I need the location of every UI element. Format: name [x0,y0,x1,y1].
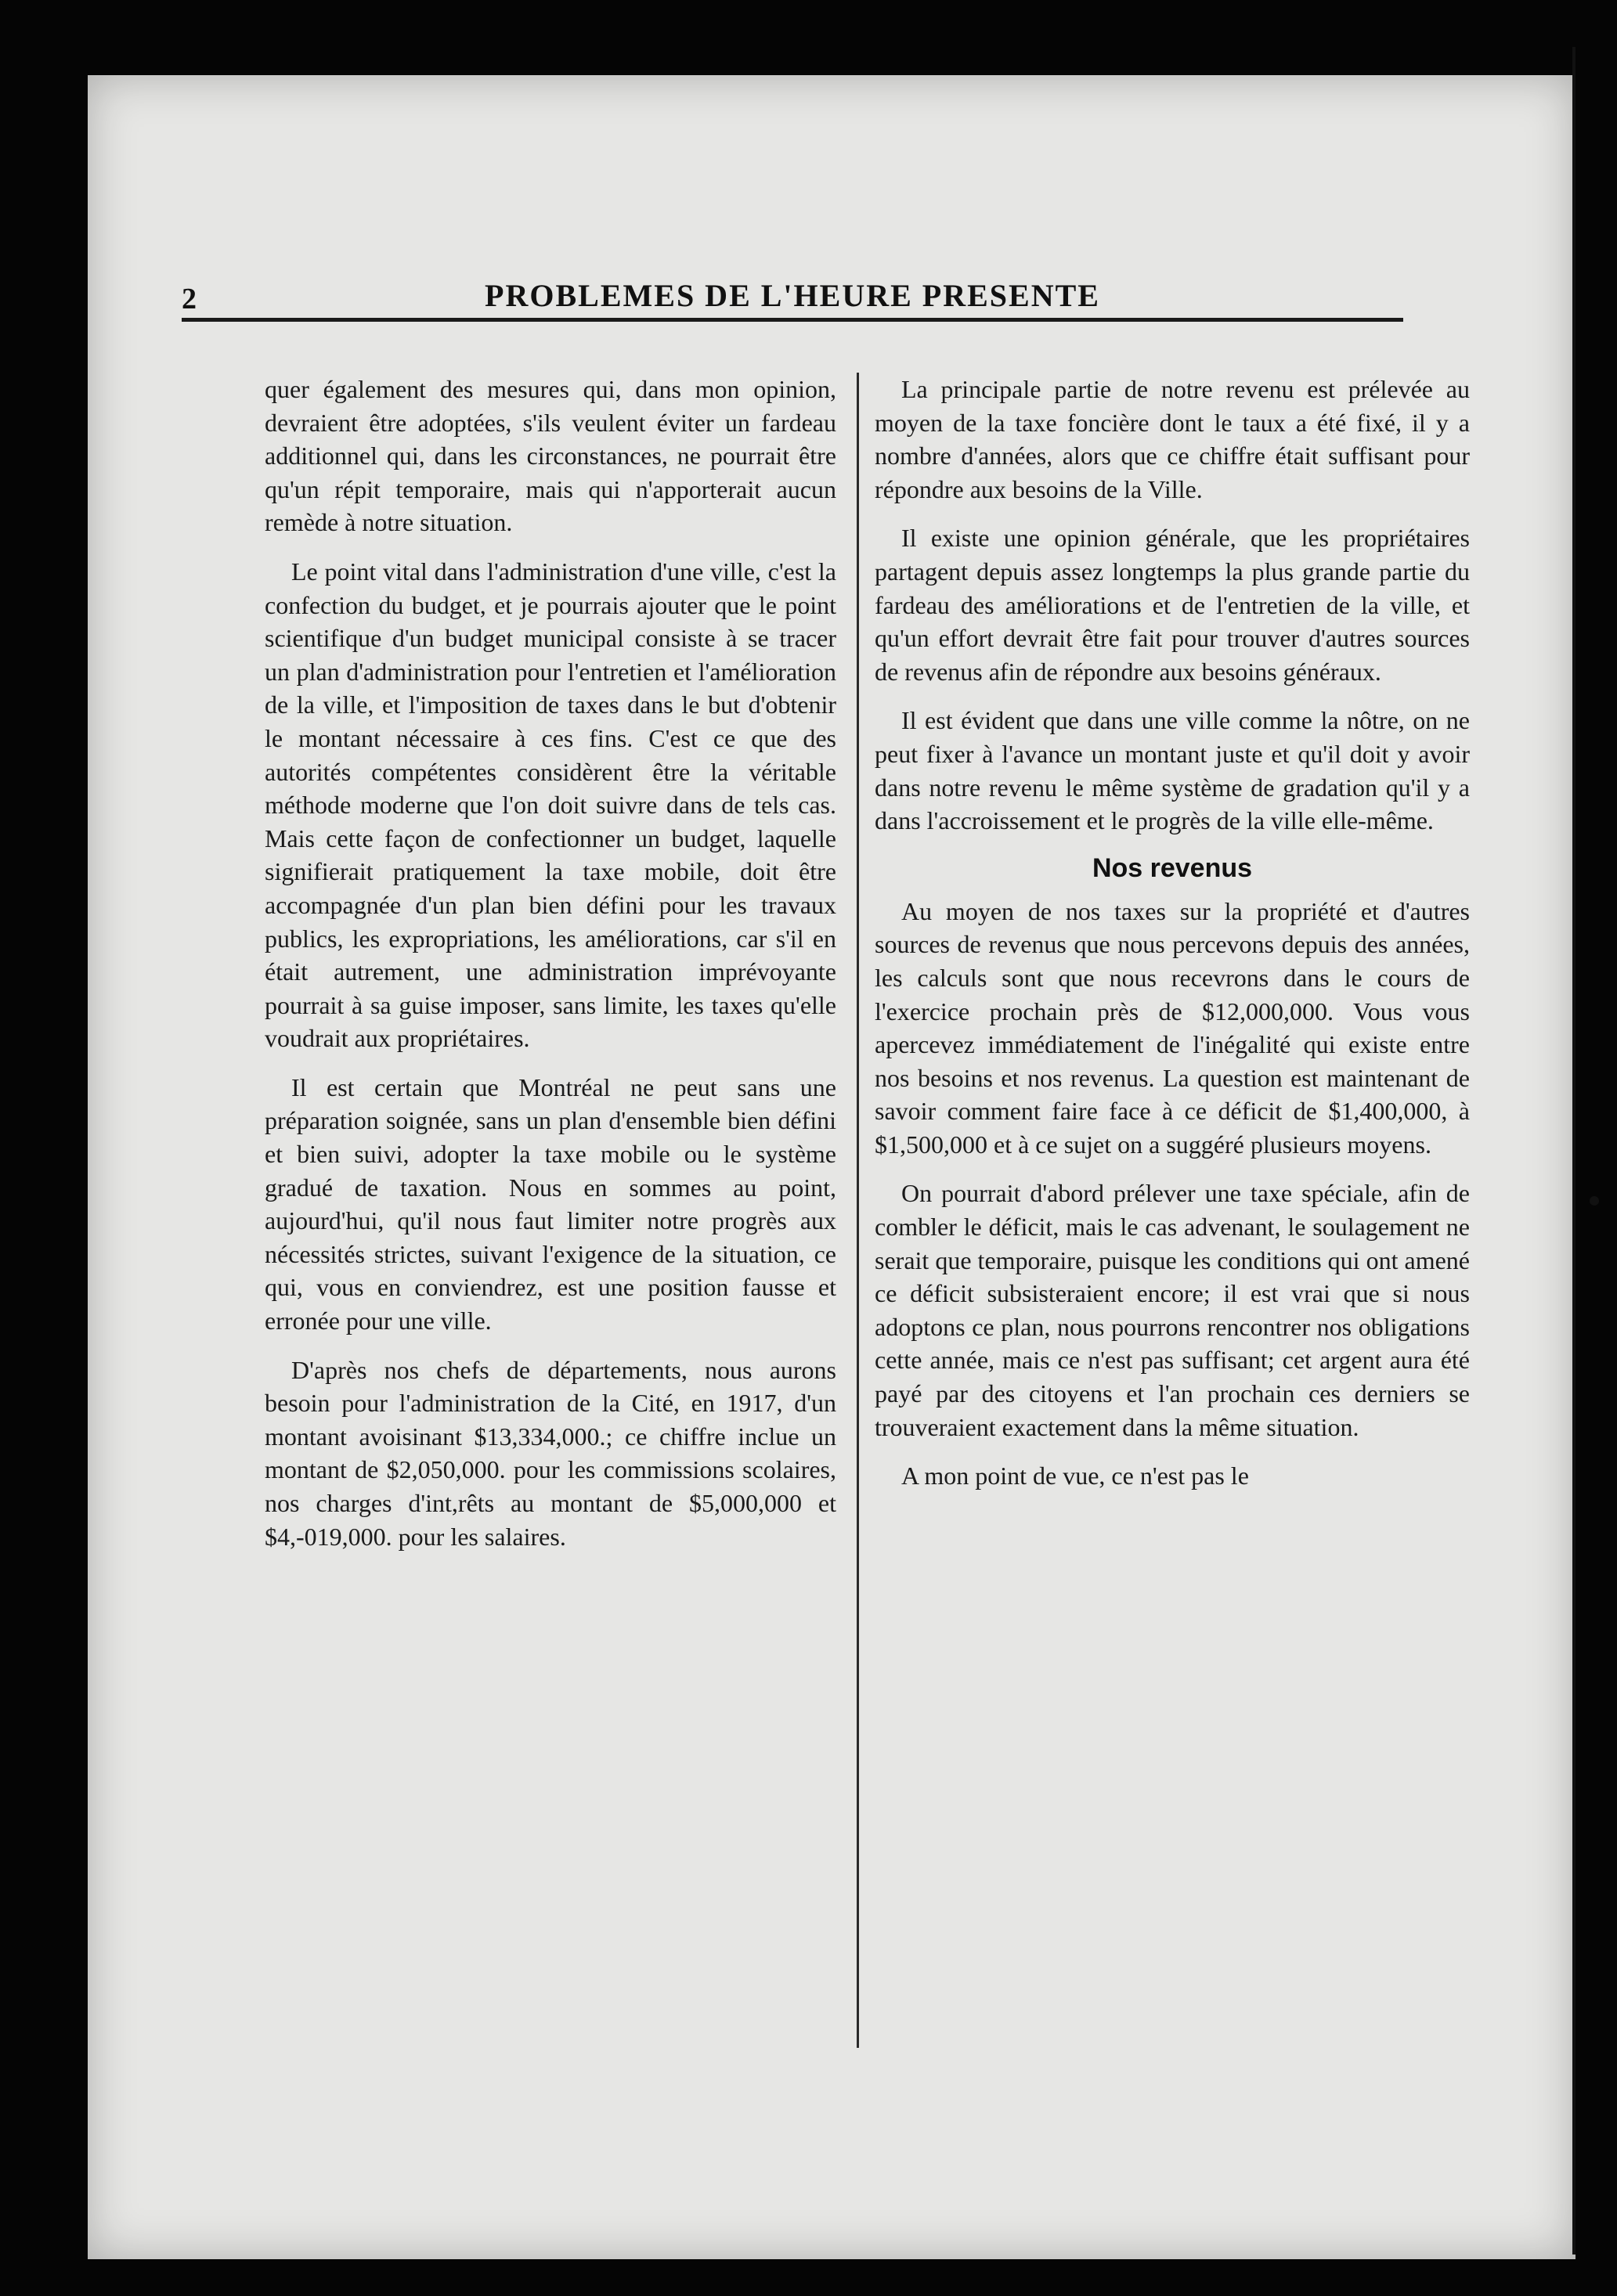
right-column [875,373,1470,1508]
running-header [182,274,1403,322]
paragraph: La principale partie de notre revenu est prélevée au moyen de la taxe foncière dont le taux a été fixé, il y a nombre d'années, alors que ce chiffre était suffisant pour répondre aux besoins de la Ville. [875,375,1470,503]
binding-edge [1572,47,1597,2255]
page-speck [1590,1196,1599,1206]
column-divider [857,373,859,2048]
page-number: 2 [182,283,197,315]
paragraph: quer également des mesures qui, dans mon opinion, devraient être adoptées, s'ils veulent éviter un fardeau additionnel qui, dans les circonstances, ne pourrait être qu'un répit temporaire, mais qui n'apporterait aucun remède à notre situation. [265,375,836,537]
paragraph: Il est certain que Montréal ne peut sans une préparation soignée, sans un plan d'ensemble bien défini et bien suivi, adopter la taxe mobile ou le système gradué de taxation. Nous en sommes au point, aujourd'hui, qu'il nous faut limiter notre progrès aux nécessités strictes, suivant l'exigence de la situation, ce qui, vous en conviendrez, est une position fausse et erronée pour une ville. [265,1072,836,1335]
paragraph: A mon point de vue, ce n'est pas le [901,1462,1249,1490]
section-heading: Nos revenus [1092,852,1253,883]
paragraph: Le point vital dans l'administration d'une ville, c'est la confection du budget, et je pourrais ajouter que le point scientifique d'un budget municipal consiste à se tracer un plan d'administration pour l'entretien et l'amélioration de la ville, et l'imposition de taxes dans le but d'obtenir le montant nécessaire à ces fins. C'est ce que des autorités compétentes considèrent être la véritable méthode moderne que l'on doit suivre dans de tels cas. Mais cette façon de confectionner un budget, laquelle signifierait pratiquement la taxe mobile, doit être accompagnée d'un plan bien défini pour les travaux publics, les expropriations, les améliorations, car s'il en était autrement, une administration imprévoyante pourrait à sa guise imposer, sans limite, les taxes qu'elle voudrait aux propriétaires. [265,557,836,1053]
left-column [265,373,836,1569]
paragraph: On pourrait d'abord prélever une taxe spéciale, afin de combler le déficit, mais le cas advenant, le soulagement ne serait que temporaire, puisque les conditions qui ont amené ce déficit subsisteraient encore; il est vrai que si nous adoptons ce plan, nous pourrons rencontrer nos obligations cette année, mais ce n'est pas suffisant; cet argent aura été payé par des citoyens et l'an prochain ces derniers se trouveraient exactement dans la même situation. [875,1179,1470,1441]
paragraph: Il existe une opinion générale, que les propriétaires partagent depuis assez longtemps la plus grande partie du fardeau des améliorations et de l'entretien de la ville, et qu'un effort devrait être fait pour trouver d'autres sources de revenus afin de répondre aux besoins généraux. [875,524,1470,686]
running-title: PROBLEMES DE L'HEURE PRESENTE [485,278,1100,313]
paragraph: D'après nos chefs de départements, nous aurons besoin pour l'administration de la Cité, en 1917, d'un montant avoisinant $13,334,000.; ce chiffre inclue un montant de $2,050,000. pour les commissions scolaires, nos charges d'int,rêts au montant de $5,000,000 et $4,-019,000. pour les salaires. [265,1355,836,1551]
paragraph: Il est évident que dans une ville comme la nôtre, on ne peut fixer à l'avance un montant juste et qu'il doit y avoir dans notre revenu le même système de gradation qu'il y a dans l'accroissement et le progrès de la ville elle-même. [875,706,1470,835]
paragraph: Au moyen de nos taxes sur la propriété et d'autres sources de revenus que nous percevons depuis des années, les calculs sont que nous recevrons dans le cours de l'exercice prochain près de $12,000,000. Vous vous apercevez immédiatement de l'inégalité qui existe entre nos besoins et nos revenus. La question est maintenant de savoir comment faire face à ce déficit de $1,400,000, à $1,500,000 et à ce sujet on a suggéré plusieurs moyens. [875,896,1470,1159]
